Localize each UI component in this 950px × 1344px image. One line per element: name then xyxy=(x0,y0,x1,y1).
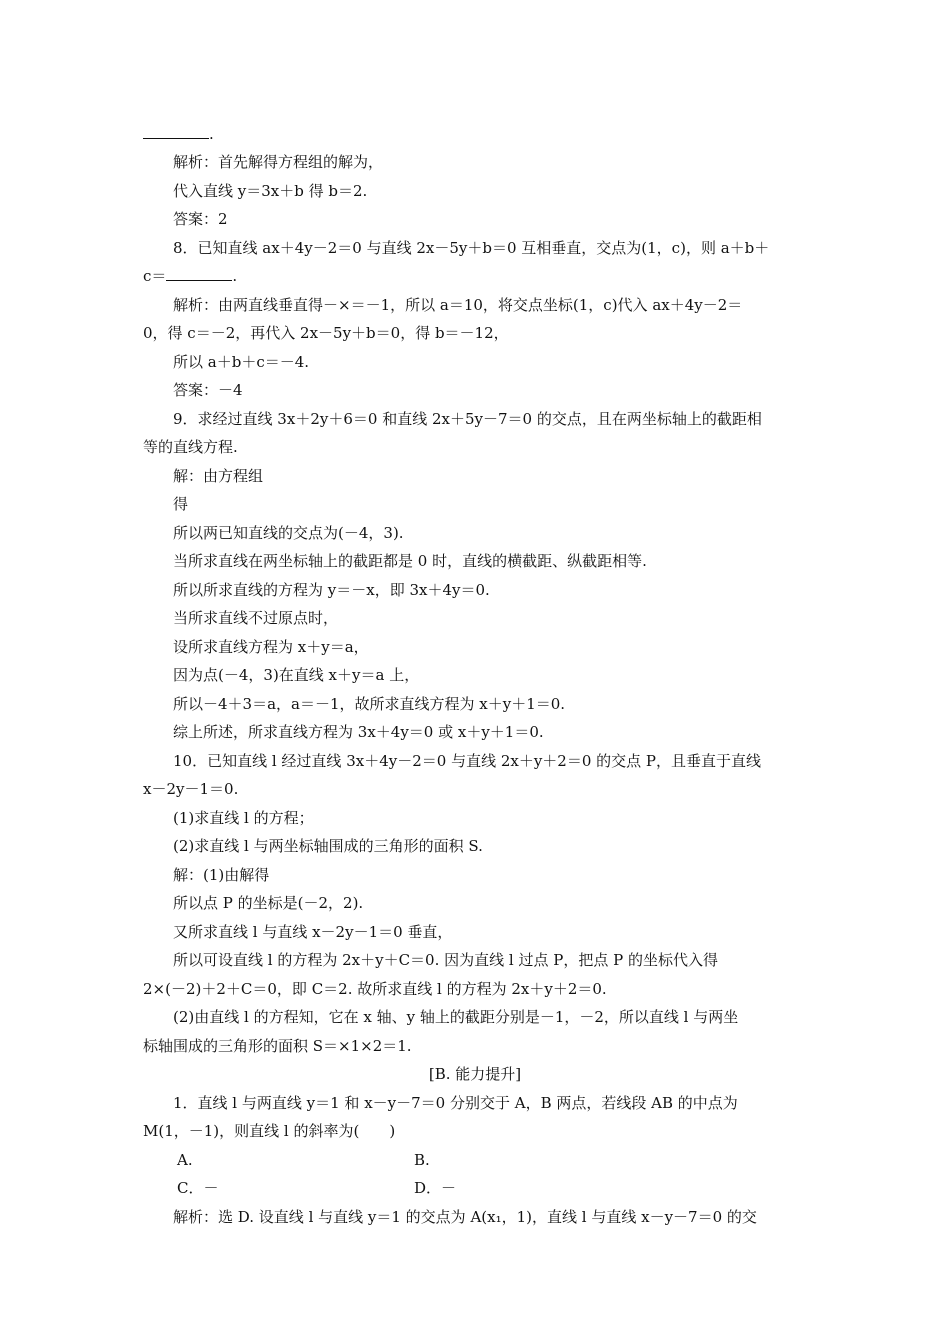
text-line xyxy=(0,1093,950,1113)
answer-blank xyxy=(143,124,209,139)
line-text: (2)由直线 l 的方程知，它在 x 轴、y 轴上的截距分别是－1，－2，所以直线 l 与两坐 xyxy=(173,1008,739,1026)
text-line xyxy=(0,1036,950,1056)
text-line xyxy=(0,722,950,742)
line-text: 设所求直线方程为 x＋y＝a， xyxy=(173,638,369,656)
choice-option: D．－ xyxy=(414,1179,457,1197)
text-line xyxy=(0,836,950,856)
text-line xyxy=(0,637,950,657)
text-line xyxy=(0,979,950,999)
line-text: 9．求经过直线 3x＋2y＋6＝0 和直线 2x＋5y－7＝0 的交点，且在两坐标轴上的截距相 xyxy=(173,410,762,428)
line-text: M(1，－1)，则直线 l 的斜率为( ) xyxy=(143,1122,396,1140)
text-line xyxy=(0,808,950,828)
line-text: 8．已知直线 ax＋4y－2＝0 与直线 2x－5y＋b＝0 互相垂直，交点为(1，c)，则 a＋b＋ xyxy=(173,239,770,257)
text-line xyxy=(0,608,950,628)
text-line xyxy=(0,466,950,486)
text-line xyxy=(0,323,950,343)
text-line xyxy=(0,865,950,885)
line-text: 因为点(－4，3)在直线 x＋y＝a 上， xyxy=(173,666,420,684)
text-line xyxy=(0,152,950,172)
line-text: 又所求直线 l 与直线 x－2y－1＝0 垂直， xyxy=(173,923,453,941)
line-text: 解析：首先解得方程组的解为， xyxy=(173,153,384,171)
text-line xyxy=(0,494,950,514)
text-line xyxy=(0,893,950,913)
text-line xyxy=(0,694,950,714)
text-line xyxy=(0,409,950,429)
text-line xyxy=(0,580,950,600)
line-text: . xyxy=(209,125,214,143)
line-text: 当所求直线不过原点时， xyxy=(173,609,339,627)
line-text: (2)求直线 l 与两坐标轴围成的三角形的面积 S. xyxy=(173,837,483,855)
line-text: 等的直线方程. xyxy=(143,438,238,456)
line-text: 所以所求直线的方程为 y＝－x，即 3x＋4y＝0. xyxy=(173,581,490,599)
text-line xyxy=(0,266,950,286)
text-line xyxy=(0,181,950,201)
text-line xyxy=(0,1121,950,1141)
text-line xyxy=(0,1007,950,1027)
text-line xyxy=(0,523,950,543)
text-line xyxy=(0,209,950,229)
answer-blank xyxy=(166,266,232,281)
line-text: 所以可设直线 l 的方程为 2x＋y＋C＝0. 因为直线 l 过点 P，把点 P 的坐标代入得 xyxy=(173,951,718,969)
line-text: 所以－4＋3＝a，a＝－1，故所求直线方程为 x＋y＋1＝0. xyxy=(173,695,566,713)
text-line xyxy=(0,437,950,457)
choice-option: C．－ xyxy=(177,1179,219,1197)
line-text-after: . xyxy=(232,267,238,285)
text-line xyxy=(0,779,950,799)
text-line xyxy=(0,124,950,144)
text-line xyxy=(0,950,950,970)
line-text: 解析：由两直线垂直得－×＝－1，所以 a＝10，将交点坐标(1，c)代入 ax＋4y－2＝ xyxy=(173,296,743,314)
line-text: 答案：2 xyxy=(173,210,228,228)
choice-option: B. xyxy=(414,1151,430,1169)
choice-option: A. xyxy=(177,1151,193,1169)
line-text: 1．直线 l 与两直线 y＝1 和 x－y－7＝0 分别交于 A，B 两点，若线段 AB 的中点为 xyxy=(173,1094,738,1112)
text-line xyxy=(0,551,950,571)
line-text: 所以 a＋b＋c＝－4. xyxy=(173,353,310,371)
line-text: 解：(1)由解得 xyxy=(173,866,270,884)
line-text: 所以点 P 的坐标是(－2，2). xyxy=(173,894,364,912)
text-line xyxy=(0,295,950,315)
line-text: 所以两已知直线的交点为(－4，3). xyxy=(173,524,404,542)
text-line xyxy=(0,238,950,258)
line-text: c＝ xyxy=(143,267,167,285)
line-text: 10．已知直线 l 经过直线 3x＋4y－2＝0 与直线 2x＋y＋2＝0 的交点 P，且垂直于直线 xyxy=(173,752,762,770)
line-text: [B. 能力提升] xyxy=(428,1065,522,1083)
line-text: 当所求直线在两坐标轴上的截距都是 0 时，直线的横截距、纵截距相等. xyxy=(173,552,647,570)
line-text: x－2y－1＝0. xyxy=(143,780,239,798)
line-text: 2×(－2)＋2＋C＝0，即 C＝2. 故所求直线 l 的方程为 2x＋y＋2＝0. xyxy=(143,980,607,998)
line-text: 综上所述，所求直线方程为 3x＋4y＝0 或 x＋y＋1＝0. xyxy=(173,723,544,741)
text-line xyxy=(0,380,950,400)
text-line: 解析：选 D. 设直线 l 与直线 y＝1 的交点为 A(x₁，1)，直线 l 与直线 x－y－7＝0 的交 xyxy=(173,1208,757,1226)
text-line xyxy=(0,751,950,771)
line-text: 0，得 c＝－2，再代入 2x－5y＋b＝0，得 b＝－12， xyxy=(143,324,509,342)
line-text: 得 xyxy=(173,495,189,513)
text-line xyxy=(0,665,950,685)
line-text: 答案：－4 xyxy=(173,381,243,399)
line-text: 代入直线 y＝3x＋b 得 b＝2. xyxy=(173,182,368,200)
line-text: (1)求直线 l 的方程； xyxy=(173,809,314,827)
line-text: 解：由方程组 xyxy=(173,467,264,485)
text-line xyxy=(0,922,950,942)
section-heading xyxy=(0,1064,950,1084)
line-text: 标轴围成的三角形的面积 S＝×1×2＝1. xyxy=(143,1037,412,1055)
text-line xyxy=(0,352,950,372)
